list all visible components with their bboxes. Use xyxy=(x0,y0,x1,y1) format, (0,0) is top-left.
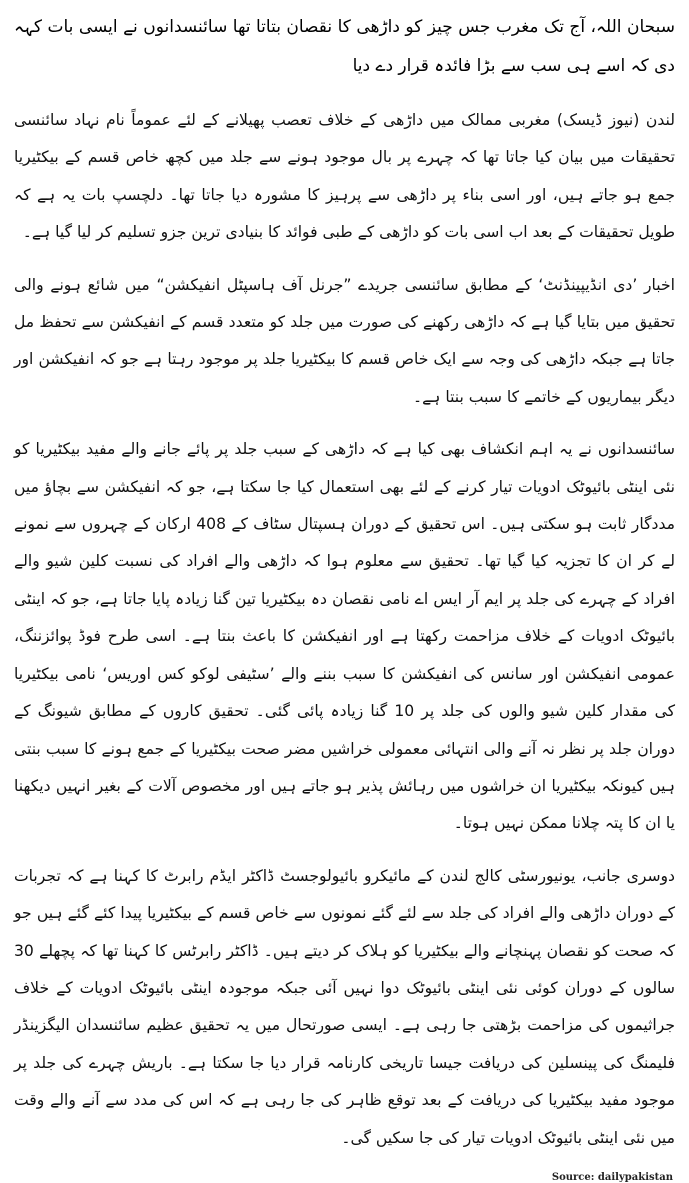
article-paragraph: اخبار ’دی انڈیپینڈنٹ‘ کے مطابق سائنسی جریدے ”جرنل آف ہاسپٹل انفیکشن“ میں شائع ہونے والی تحقیق میں بتایا گیا ہے کہ داڑھی رکھنے کی صورت میں جلد کو متعدد قسم کے انفیکشن سے تحفظ مل جاتا ہے جبکہ داڑھی کی وجہ سے ایک خاص قسم کا بیکٹیریا جلد پر موجود رہتا ہے جو کہ انفیکشن اور دیگر بیماریوں کے خاتمے کا سبب بنتا ہے۔ xyxy=(14,275,675,406)
article-paragraph: دوسری جانب، یونیورسٹی کالج لندن کے مائیکرو بائیولوجسٹ ڈاکٹر ایڈم رابرٹ کا کہنا ہے کہ تجربات کے دوران داڑھی والے افراد کی جلد سے لئے گئے نمونوں سے خاص قسم کے بیکٹیریا پیدا کئے گئے ہیں جو کہ صحت کو نقصان پہنچانے والے بیکٹیریا کو ہلاک کر دیتے ہیں۔ ڈاکٹر رابرٹس کا کہنا تھا کہ پچھلے 30 سالوں کے دوران کوئی نئی اینٹی بائیوٹک دوا نہیں آئی جبکہ موجودہ اینٹی بائیوٹک ادویات کے خلاف جراثیموں کی مزاحمت بڑھتی جا رہی ہے۔ ایسی صورتحال میں یہ تحقیق عظیم سائنسدان الیگزینڈر فلیمنگ کی پینسلین کی دریافت جیسا تاریخی کارنامہ قرار دیا جا سکتا ہے۔ باریش چہرے کی جلد پر موجود مفید بیکٹیریا کی دریافت کے بعد توقع ظاہر کی جا رہی ہے کہ اس کی مدد سے آنے والے وقت میں نئی اینٹی بائیوٹک ادویات تیار کی جا سکیں گی۔ xyxy=(14,866,675,1147)
article-paragraph: سائنسدانوں نے یہ اہم انکشاف بھی کیا ہے کہ داڑھی کے سبب جلد پر پائے جانے والے مفید بیکٹیریا کو نئی اینٹی بائیوٹک ادویات تیار کرنے کے لئے بھی استعمال کیا جا سکتا ہے، جو کہ انفیکشن سے بچاؤ میں مددگار ثابت ہو سکتی ہیں۔ اس تحقیق کے دوران ہسپتال سٹاف کے 408 ارکان کے چہروں سے نمونے لے کر ان کا تجزیہ کیا گیا تھا۔ تحقیق سے معلوم ہوا کہ داڑھی والے افراد کی نسبت کلین شیو والے افراد کے چہرے کی جلد پر ایم آر ایس اے نامی نقصان دہ بیکٹیریا تین گنا زیادہ پایا جاتا ہے، جو کہ اینٹی بائیوٹک ادویات کے خلاف مزاحمت رکھتا ہے اور انفیکشن کا باعث بنتا ہے۔ اسی طرح فوڈ پوائزننگ، عمومی انفیکشن اور سانس کی انفیکشن کا سبب بننے والے ’سٹیفی لوکو کس اوریس‘ نامی بیکٹیریا کی مقدار کلین شیو والوں کی جلد پر 10 گنا زیادہ پائی گئی۔ تحقیق کاروں کے مطابق شیونگ کے دوران جلد پر نظر نہ آنے والی انتہائی معمولی خراشیں مضر صحت بیکٹیریا کے جمع ہونے کا سبب بنتی ہیں کیونکہ بیکٹیریا ان خراشوں میں رہائش پذیر ہو جاتے ہیں اور مخصوص آلات کے بغیر انہیں دیکھنا یا ان کا پتہ چلانا ممکن نہیں ہوتا۔ xyxy=(14,440,676,833)
article-headline: سبحان اللہ، آج تک مغرب جس چیز کو داڑھی کا نقصان بتاتا تھا سائنسدانوں نے ایسی بات کہہ دی کہ اسے ہی سب سے بڑا فائدہ قرار دے دیا xyxy=(14,17,675,76)
source-credit: Source: dailypakistan xyxy=(551,1171,673,1183)
article-paragraph: لندن (نیوز ڈیسک) مغربی ممالک میں داڑھی کے خلاف تعصب پھیلانے کے لئے عموماً نام نہاد سائنسی تحقیقات میں بیان کیا جاتا تھا کہ چہرے پر بال موجود ہونے سے جلد میں کچھ خاص قسم کے بیکٹیریا جمع ہو جاتے ہیں، اور اسی بناء پر داڑھی سے پرہیز کا مشورہ دیا جاتا تھا۔ دلچسپ بات یہ ہے کہ طویل تحقیقات کے بعد اب اسی بات کو داڑھی کے طبی فوائد کا بنیادی ترین جزو تسلیم کر لیا گیا ہے۔ xyxy=(14,111,675,242)
